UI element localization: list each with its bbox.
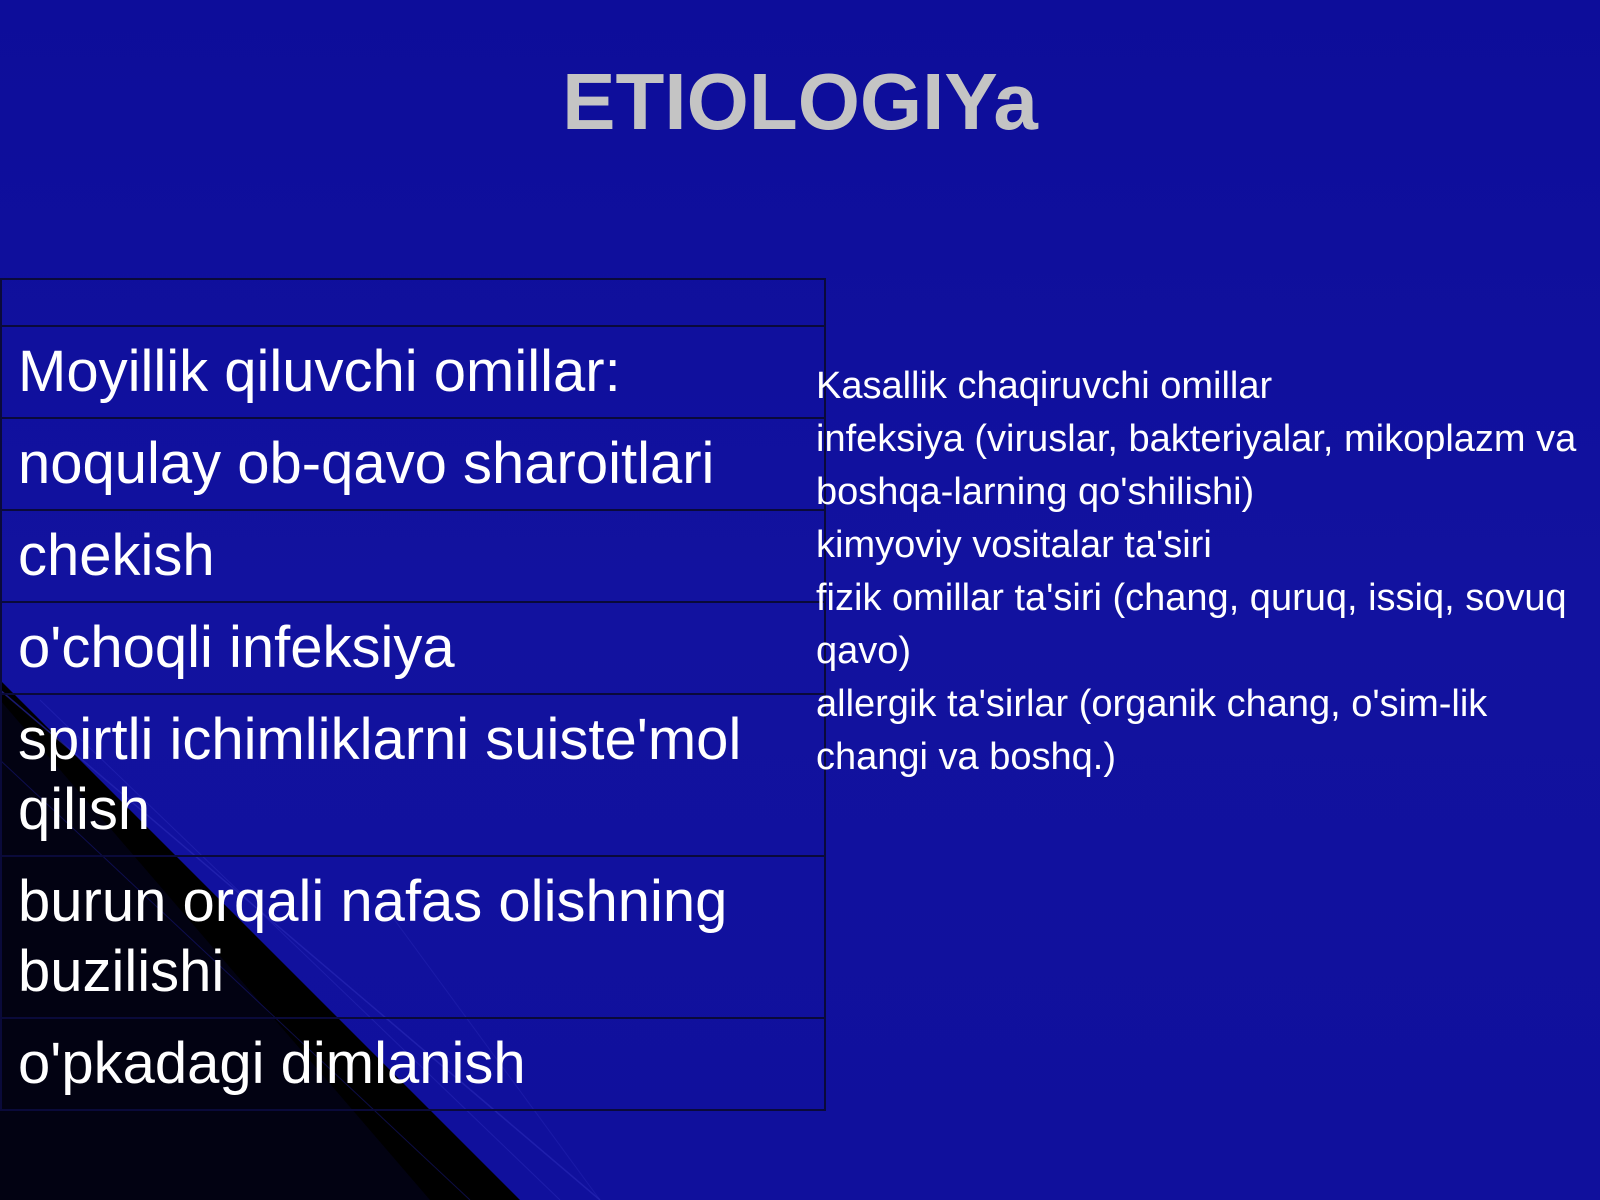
predisposing-item: burun orqali nafas olishning buzilishi — [1, 856, 825, 1018]
causal-item: kimyoviy vositalar ta'siri — [816, 524, 1212, 566]
causal-heading: Kasallik chaqiruvchi omillar — [816, 365, 1273, 407]
table-row — [1, 510, 825, 602]
causal-item: infeksiya (viruslar, bakteriyalar, mikoplazm va boshqa-larning qo'shilishi) — [816, 418, 1577, 513]
table-row — [1, 1018, 825, 1110]
predisposing-factors-table — [0, 278, 826, 1111]
table-row — [1, 856, 825, 1018]
table-row — [1, 418, 825, 510]
table-row — [1, 279, 825, 326]
causal-item: fizik omillar ta'siri (chang, quruq, issiq, sovuq qavo) — [816, 577, 1567, 672]
predisposing-heading: Moyillik qiluvchi omillar: — [1, 326, 825, 418]
predisposing-item: chekish — [1, 510, 825, 602]
predisposing-item: o'pkadagi dimlanish — [1, 1018, 825, 1110]
slide-title: ETIOLOGIYa — [562, 57, 1038, 146]
causal-item: allergik ta'sirlar (organik chang, o'sim-lik changi va boshq.) — [816, 683, 1488, 778]
predisposing-item: o'choqli infeksiya — [1, 602, 825, 694]
table-row — [1, 602, 825, 694]
table-cell-empty — [1, 279, 825, 326]
predisposing-item: spirtli ichimliklarni suiste'mol qilish — [1, 694, 825, 856]
predisposing-item: noqulay ob-qavo sharoitlari — [1, 418, 825, 510]
causal-factors-block — [816, 360, 1586, 784]
table-row — [1, 694, 825, 856]
table-row — [1, 326, 825, 418]
